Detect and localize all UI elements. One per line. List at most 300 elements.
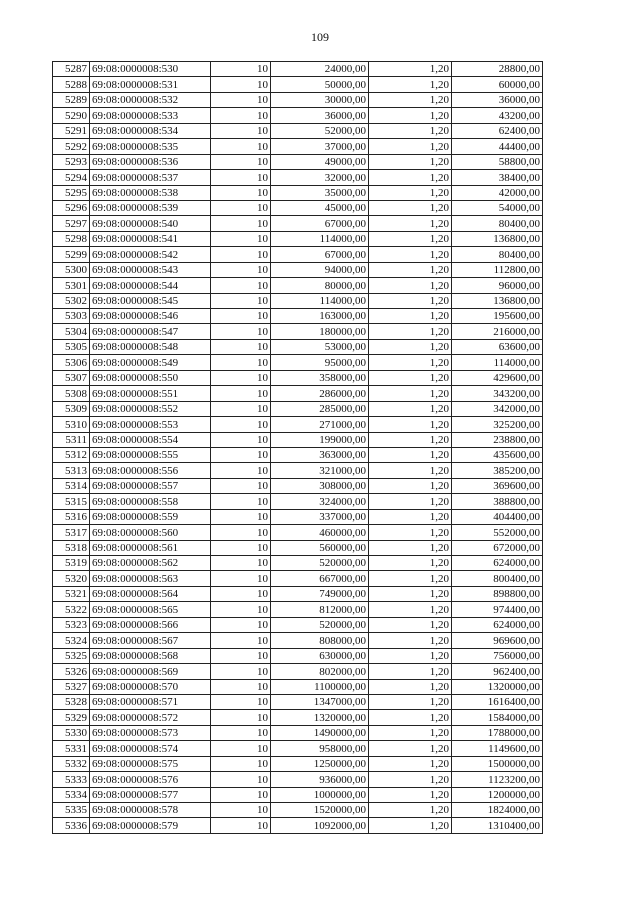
row-number-cell: 5292 — [53, 139, 90, 154]
table-row — [53, 602, 543, 617]
rate-cell: 10 — [211, 355, 271, 370]
cadastral-number-cell: 69:08:0000008:572 — [90, 710, 211, 725]
coefficient-cell: 1,20 — [369, 633, 452, 648]
total-value-cell: 800400,00 — [452, 571, 543, 586]
row-number-cell: 5305 — [53, 339, 90, 354]
coefficient-cell: 1,20 — [369, 463, 452, 478]
cadastral-number-cell: 69:08:0000008:551 — [90, 386, 211, 401]
coefficient-cell: 1,20 — [369, 77, 452, 92]
coefficient-cell: 1,20 — [369, 617, 452, 632]
coefficient-cell: 1,20 — [369, 247, 452, 262]
row-number-cell: 5288 — [53, 77, 90, 92]
total-value-cell: 96000,00 — [452, 278, 543, 293]
row-number-cell: 5290 — [53, 108, 90, 123]
total-value-cell: 898800,00 — [452, 586, 543, 601]
cadastral-number-cell: 69:08:0000008:549 — [90, 355, 211, 370]
rate-cell: 10 — [211, 123, 271, 138]
coefficient-cell: 1,20 — [369, 694, 452, 709]
cadastral-number-cell: 69:08:0000008:548 — [90, 339, 211, 354]
cadastral-number-cell: 69:08:0000008:557 — [90, 478, 211, 493]
cadastral-value-cell: 94000,00 — [271, 262, 369, 277]
table-row — [53, 154, 543, 169]
rate-cell: 10 — [211, 231, 271, 246]
cadastral-value-cell: 271000,00 — [271, 417, 369, 432]
row-number-cell: 5334 — [53, 787, 90, 802]
rate-cell: 10 — [211, 216, 271, 231]
rate-cell: 10 — [211, 309, 271, 324]
cadastral-value-cell: 32000,00 — [271, 170, 369, 185]
row-number-cell: 5324 — [53, 633, 90, 648]
total-value-cell: 44400,00 — [452, 139, 543, 154]
coefficient-cell: 1,20 — [369, 185, 452, 200]
coefficient-cell: 1,20 — [369, 231, 452, 246]
coefficient-cell: 1,20 — [369, 525, 452, 540]
total-value-cell: 63600,00 — [452, 339, 543, 354]
rate-cell: 10 — [211, 710, 271, 725]
row-number-cell: 5322 — [53, 602, 90, 617]
cadastral-value-cell: 308000,00 — [271, 478, 369, 493]
table-row — [53, 787, 543, 802]
cadastral-value-cell: 35000,00 — [271, 185, 369, 200]
rate-cell: 10 — [211, 571, 271, 586]
cadastral-value-cell: 24000,00 — [271, 62, 369, 77]
table-row — [53, 586, 543, 601]
total-value-cell: 962400,00 — [452, 664, 543, 679]
cadastral-number-cell: 69:08:0000008:541 — [90, 231, 211, 246]
cadastral-value-cell: 53000,00 — [271, 339, 369, 354]
coefficient-cell: 1,20 — [369, 401, 452, 416]
table-row — [53, 710, 543, 725]
cadastral-number-cell: 69:08:0000008:552 — [90, 401, 211, 416]
rate-cell: 10 — [211, 200, 271, 215]
cadastral-value-cell: 520000,00 — [271, 556, 369, 571]
cadastral-value-cell: 363000,00 — [271, 447, 369, 462]
table-row — [53, 417, 543, 432]
cadastral-number-cell: 69:08:0000008:545 — [90, 293, 211, 308]
row-number-cell: 5310 — [53, 417, 90, 432]
cadastral-value-cell: 163000,00 — [271, 309, 369, 324]
cadastral-value-cell: 50000,00 — [271, 77, 369, 92]
rate-cell: 10 — [211, 92, 271, 107]
cadastral-number-cell: 69:08:0000008:537 — [90, 170, 211, 185]
coefficient-cell: 1,20 — [369, 756, 452, 771]
coefficient-cell: 1,20 — [369, 123, 452, 138]
total-value-cell: 136800,00 — [452, 231, 543, 246]
table-row — [53, 509, 543, 524]
coefficient-cell: 1,20 — [369, 494, 452, 509]
total-value-cell: 28800,00 — [452, 62, 543, 77]
rate-cell: 10 — [211, 139, 271, 154]
table-row — [53, 77, 543, 92]
table-body — [53, 62, 543, 834]
rate-cell: 10 — [211, 185, 271, 200]
rate-cell: 10 — [211, 77, 271, 92]
cadastral-number-cell: 69:08:0000008:550 — [90, 370, 211, 385]
rate-cell: 10 — [211, 525, 271, 540]
cadastral-number-cell: 69:08:0000008:534 — [90, 123, 211, 138]
table-row — [53, 92, 543, 107]
coefficient-cell: 1,20 — [369, 602, 452, 617]
cadastral-number-cell: 69:08:0000008:570 — [90, 679, 211, 694]
coefficient-cell: 1,20 — [369, 216, 452, 231]
total-value-cell: 435600,00 — [452, 447, 543, 462]
cadastral-number-cell: 69:08:0000008:560 — [90, 525, 211, 540]
total-value-cell: 672000,00 — [452, 540, 543, 555]
rate-cell: 10 — [211, 725, 271, 740]
total-value-cell: 969600,00 — [452, 633, 543, 648]
rate-cell: 10 — [211, 648, 271, 663]
rate-cell: 10 — [211, 803, 271, 818]
rate-cell: 10 — [211, 772, 271, 787]
total-value-cell: 343200,00 — [452, 386, 543, 401]
table-row — [53, 139, 543, 154]
table-row — [53, 540, 543, 555]
rate-cell: 10 — [211, 339, 271, 354]
table-row — [53, 525, 543, 540]
cadastral-number-cell: 69:08:0000008:556 — [90, 463, 211, 478]
cadastral-value-cell: 67000,00 — [271, 247, 369, 262]
table-row — [53, 386, 543, 401]
cadastral-number-cell: 69:08:0000008:532 — [90, 92, 211, 107]
cadastral-value-cell: 1490000,00 — [271, 725, 369, 740]
table-row — [53, 247, 543, 262]
rate-cell: 10 — [211, 278, 271, 293]
total-value-cell: 1320000,00 — [452, 679, 543, 694]
rate-cell: 10 — [211, 262, 271, 277]
table-row — [53, 170, 543, 185]
total-value-cell: 62400,00 — [452, 123, 543, 138]
rate-cell: 10 — [211, 170, 271, 185]
row-number-cell: 5336 — [53, 818, 90, 833]
total-value-cell: 238800,00 — [452, 432, 543, 447]
coefficient-cell: 1,20 — [369, 92, 452, 107]
cadastral-value-cell: 324000,00 — [271, 494, 369, 509]
cadastral-value-cell: 560000,00 — [271, 540, 369, 555]
coefficient-cell: 1,20 — [369, 370, 452, 385]
coefficient-cell: 1,20 — [369, 200, 452, 215]
rate-cell: 10 — [211, 741, 271, 756]
coefficient-cell: 1,20 — [369, 710, 452, 725]
cadastral-value-cell: 30000,00 — [271, 92, 369, 107]
coefficient-cell: 1,20 — [369, 679, 452, 694]
table-row — [53, 803, 543, 818]
cadastral-value-cell: 45000,00 — [271, 200, 369, 215]
cadastral-value-cell: 49000,00 — [271, 154, 369, 169]
row-number-cell: 5304 — [53, 324, 90, 339]
rate-cell: 10 — [211, 154, 271, 169]
total-value-cell: 1500000,00 — [452, 756, 543, 771]
cadastral-number-cell: 69:08:0000008:558 — [90, 494, 211, 509]
table-row — [53, 324, 543, 339]
row-number-cell: 5296 — [53, 200, 90, 215]
row-number-cell: 5333 — [53, 772, 90, 787]
rate-cell: 10 — [211, 602, 271, 617]
table-row — [53, 293, 543, 308]
rate-cell: 10 — [211, 664, 271, 679]
cadastral-number-cell: 69:08:0000008:561 — [90, 540, 211, 555]
rate-cell: 10 — [211, 633, 271, 648]
cadastral-number-cell: 69:08:0000008:536 — [90, 154, 211, 169]
cadastral-number-cell: 69:08:0000008:565 — [90, 602, 211, 617]
row-number-cell: 5289 — [53, 92, 90, 107]
table-row — [53, 478, 543, 493]
cadastral-value-cell: 95000,00 — [271, 355, 369, 370]
coefficient-cell: 1,20 — [369, 540, 452, 555]
row-number-cell: 5293 — [53, 154, 90, 169]
cadastral-value-cell: 802000,00 — [271, 664, 369, 679]
row-number-cell: 5327 — [53, 679, 90, 694]
cadastral-number-cell: 69:08:0000008:538 — [90, 185, 211, 200]
coefficient-cell: 1,20 — [369, 556, 452, 571]
cadastral-number-cell: 69:08:0000008:568 — [90, 648, 211, 663]
rate-cell: 10 — [211, 324, 271, 339]
cadastral-value-cell: 37000,00 — [271, 139, 369, 154]
row-number-cell: 5335 — [53, 803, 90, 818]
coefficient-cell: 1,20 — [369, 62, 452, 77]
table-row — [53, 278, 543, 293]
rate-cell: 10 — [211, 494, 271, 509]
row-number-cell: 5306 — [53, 355, 90, 370]
cadastral-value-cell: 358000,00 — [271, 370, 369, 385]
cadastral-number-cell: 69:08:0000008:540 — [90, 216, 211, 231]
row-number-cell: 5300 — [53, 262, 90, 277]
row-number-cell: 5328 — [53, 694, 90, 709]
rate-cell: 10 — [211, 694, 271, 709]
row-number-cell: 5325 — [53, 648, 90, 663]
coefficient-cell: 1,20 — [369, 586, 452, 601]
cadastral-value-cell: 285000,00 — [271, 401, 369, 416]
row-number-cell: 5291 — [53, 123, 90, 138]
table-row — [53, 200, 543, 215]
total-value-cell: 429600,00 — [452, 370, 543, 385]
cadastral-value-cell: 1520000,00 — [271, 803, 369, 818]
coefficient-cell: 1,20 — [369, 293, 452, 308]
total-value-cell: 388800,00 — [452, 494, 543, 509]
row-number-cell: 5330 — [53, 725, 90, 740]
table-row — [53, 679, 543, 694]
cadastral-value-cell: 630000,00 — [271, 648, 369, 663]
table-row — [53, 571, 543, 586]
coefficient-cell: 1,20 — [369, 386, 452, 401]
coefficient-cell: 1,20 — [369, 787, 452, 802]
coefficient-cell: 1,20 — [369, 108, 452, 123]
row-number-cell: 5329 — [53, 710, 90, 725]
rate-cell: 10 — [211, 293, 271, 308]
cadastral-value-cell: 749000,00 — [271, 586, 369, 601]
cadastral-number-cell: 69:08:0000008:553 — [90, 417, 211, 432]
total-value-cell: 369600,00 — [452, 478, 543, 493]
rate-cell: 10 — [211, 62, 271, 77]
coefficient-cell: 1,20 — [369, 803, 452, 818]
cadastral-value-cell: 337000,00 — [271, 509, 369, 524]
rate-cell: 10 — [211, 417, 271, 432]
row-number-cell: 5320 — [53, 571, 90, 586]
total-value-cell: 385200,00 — [452, 463, 543, 478]
total-value-cell: 54000,00 — [452, 200, 543, 215]
table-row — [53, 633, 543, 648]
row-number-cell: 5297 — [53, 216, 90, 231]
coefficient-cell: 1,20 — [369, 478, 452, 493]
rate-cell: 10 — [211, 509, 271, 524]
table-row — [53, 648, 543, 663]
row-number-cell: 5314 — [53, 478, 90, 493]
rate-cell: 10 — [211, 756, 271, 771]
cadastral-number-cell: 69:08:0000008:571 — [90, 694, 211, 709]
row-number-cell: 5319 — [53, 556, 90, 571]
row-number-cell: 5303 — [53, 309, 90, 324]
total-value-cell: 552000,00 — [452, 525, 543, 540]
cadastral-value-cell: 114000,00 — [271, 293, 369, 308]
cadastral-value-cell: 460000,00 — [271, 525, 369, 540]
cadastral-value-cell: 321000,00 — [271, 463, 369, 478]
cadastral-value-cell: 1092000,00 — [271, 818, 369, 833]
coefficient-cell: 1,20 — [369, 818, 452, 833]
rate-cell: 10 — [211, 818, 271, 833]
row-number-cell: 5323 — [53, 617, 90, 632]
total-value-cell: 1310400,00 — [452, 818, 543, 833]
table-row — [53, 818, 543, 833]
row-number-cell: 5287 — [53, 62, 90, 77]
table-row — [53, 756, 543, 771]
cadastral-number-cell: 69:08:0000008:574 — [90, 741, 211, 756]
total-value-cell: 216000,00 — [452, 324, 543, 339]
rate-cell: 10 — [211, 540, 271, 555]
table-row — [53, 370, 543, 385]
coefficient-cell: 1,20 — [369, 139, 452, 154]
total-value-cell: 1824000,00 — [452, 803, 543, 818]
coefficient-cell: 1,20 — [369, 509, 452, 524]
coefficient-cell: 1,20 — [369, 571, 452, 586]
cadastral-number-cell: 69:08:0000008:576 — [90, 772, 211, 787]
cadastral-value-cell: 1100000,00 — [271, 679, 369, 694]
coefficient-cell: 1,20 — [369, 417, 452, 432]
rate-cell: 10 — [211, 386, 271, 401]
row-number-cell: 5311 — [53, 432, 90, 447]
cadastral-number-cell: 69:08:0000008:546 — [90, 309, 211, 324]
table-row — [53, 556, 543, 571]
rate-cell: 10 — [211, 463, 271, 478]
coefficient-cell: 1,20 — [369, 170, 452, 185]
total-value-cell: 195600,00 — [452, 309, 543, 324]
total-value-cell: 42000,00 — [452, 185, 543, 200]
coefficient-cell: 1,20 — [369, 339, 452, 354]
cadastral-number-cell: 69:08:0000008:542 — [90, 247, 211, 262]
total-value-cell: 1123200,00 — [452, 772, 543, 787]
cadastral-number-cell: 69:08:0000008:567 — [90, 633, 211, 648]
rate-cell: 10 — [211, 432, 271, 447]
cadastral-number-cell: 69:08:0000008:539 — [90, 200, 211, 215]
cadastral-value-cell: 80000,00 — [271, 278, 369, 293]
page-number: 109 — [311, 30, 329, 44]
total-value-cell: 1149600,00 — [452, 741, 543, 756]
total-value-cell: 1584000,00 — [452, 710, 543, 725]
cadastral-number-cell: 69:08:0000008:569 — [90, 664, 211, 679]
total-value-cell: 36000,00 — [452, 92, 543, 107]
cadastral-value-cell: 1000000,00 — [271, 787, 369, 802]
row-number-cell: 5318 — [53, 540, 90, 555]
cadastral-number-cell: 69:08:0000008:566 — [90, 617, 211, 632]
total-value-cell: 404400,00 — [452, 509, 543, 524]
rate-cell: 10 — [211, 108, 271, 123]
rate-cell: 10 — [211, 617, 271, 632]
rate-cell: 10 — [211, 478, 271, 493]
table-row — [53, 617, 543, 632]
total-value-cell: 1616400,00 — [452, 694, 543, 709]
coefficient-cell: 1,20 — [369, 741, 452, 756]
total-value-cell: 136800,00 — [452, 293, 543, 308]
cadastral-value-cell: 286000,00 — [271, 386, 369, 401]
total-value-cell: 58800,00 — [452, 154, 543, 169]
table-row — [53, 463, 543, 478]
cadastral-value-cell: 199000,00 — [271, 432, 369, 447]
total-value-cell: 114000,00 — [452, 355, 543, 370]
cadastral-number-cell: 69:08:0000008:535 — [90, 139, 211, 154]
total-value-cell: 342000,00 — [452, 401, 543, 416]
cadastral-value-cell: 808000,00 — [271, 633, 369, 648]
rate-cell: 10 — [211, 586, 271, 601]
rate-cell: 10 — [211, 247, 271, 262]
total-value-cell: 38400,00 — [452, 170, 543, 185]
row-number-cell: 5309 — [53, 401, 90, 416]
total-value-cell: 1200000,00 — [452, 787, 543, 802]
rate-cell: 10 — [211, 447, 271, 462]
cadastral-number-cell: 69:08:0000008:544 — [90, 278, 211, 293]
cadastral-number-cell: 69:08:0000008:543 — [90, 262, 211, 277]
coefficient-cell: 1,20 — [369, 309, 452, 324]
total-value-cell: 80400,00 — [452, 216, 543, 231]
cadastral-number-cell: 69:08:0000008:533 — [90, 108, 211, 123]
cadastral-value-cell: 1347000,00 — [271, 694, 369, 709]
table-row — [53, 741, 543, 756]
table-row — [53, 401, 543, 416]
coefficient-cell: 1,20 — [369, 664, 452, 679]
row-number-cell: 5294 — [53, 170, 90, 185]
row-number-cell: 5332 — [53, 756, 90, 771]
row-number-cell: 5326 — [53, 664, 90, 679]
cadastral-value-cell: 180000,00 — [271, 324, 369, 339]
table-row — [53, 262, 543, 277]
coefficient-cell: 1,20 — [369, 278, 452, 293]
coefficient-cell: 1,20 — [369, 648, 452, 663]
total-value-cell: 624000,00 — [452, 617, 543, 632]
row-number-cell: 5301 — [53, 278, 90, 293]
row-number-cell: 5331 — [53, 741, 90, 756]
row-number-cell: 5308 — [53, 386, 90, 401]
coefficient-cell: 1,20 — [369, 432, 452, 447]
cadastral-number-cell: 69:08:0000008:578 — [90, 803, 211, 818]
row-number-cell: 5317 — [53, 525, 90, 540]
cadastral-number-cell: 69:08:0000008:531 — [90, 77, 211, 92]
cadastral-number-cell: 69:08:0000008:564 — [90, 586, 211, 601]
table-row — [53, 339, 543, 354]
coefficient-cell: 1,20 — [369, 154, 452, 169]
table-row — [53, 432, 543, 447]
table-row — [53, 355, 543, 370]
table-row — [53, 185, 543, 200]
row-number-cell: 5307 — [53, 370, 90, 385]
total-value-cell: 80400,00 — [452, 247, 543, 262]
cadastral-value-cell: 1320000,00 — [271, 710, 369, 725]
coefficient-cell: 1,20 — [369, 355, 452, 370]
cadastral-value-cell: 36000,00 — [271, 108, 369, 123]
cadastral-number-cell: 69:08:0000008:547 — [90, 324, 211, 339]
coefficient-cell: 1,20 — [369, 772, 452, 787]
cadastral-number-cell: 69:08:0000008:573 — [90, 725, 211, 740]
table-row — [53, 494, 543, 509]
coefficient-cell: 1,20 — [369, 447, 452, 462]
total-value-cell: 624000,00 — [452, 556, 543, 571]
table-row — [53, 309, 543, 324]
